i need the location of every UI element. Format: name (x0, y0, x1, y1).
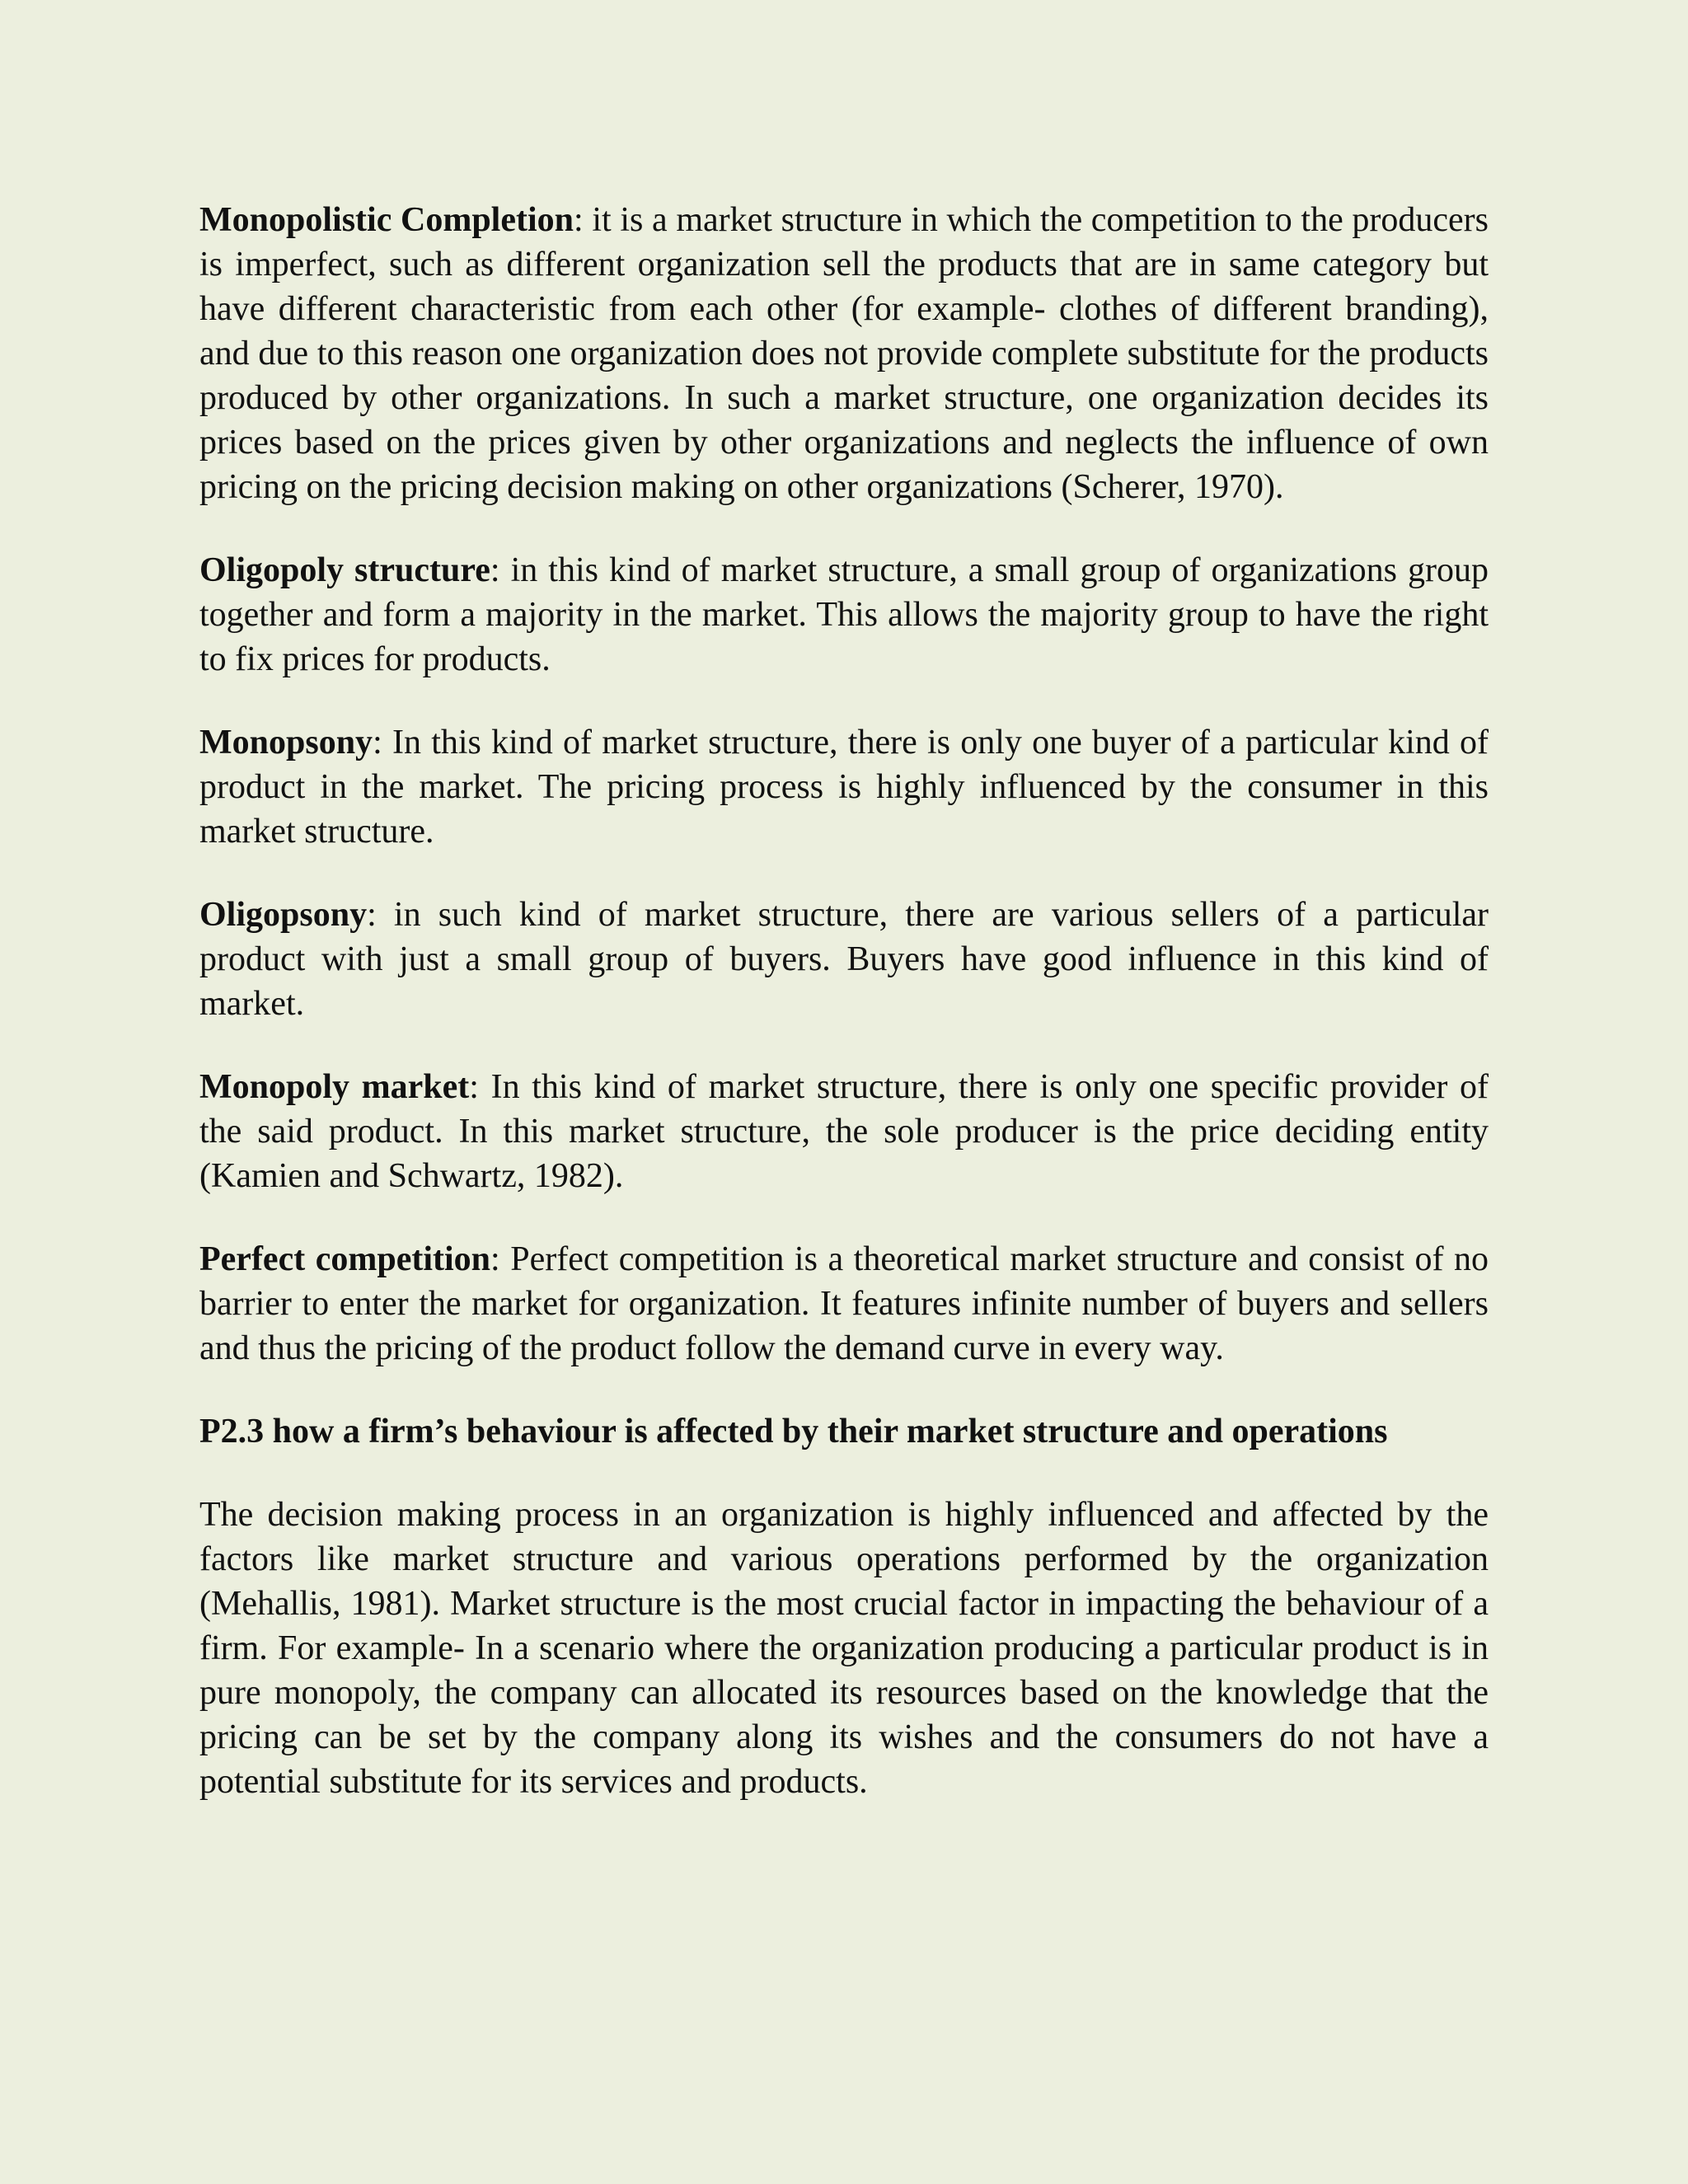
definition-monopolistic-competition: : it is a market structure in which the competition to the producers is imperfect, such as different organization sell the products that are in same category but have different characteristic from each other (for example- clothes of different branding), and due to this reason one organization does not provide complete substitute for the products produced by other organizations. In such a market structure, one organization decides its prices based on the prices given by other organizations and neglects the influence of own pricing on the pricing decision making on other organizations (Scherer, 1970). (199, 201, 1489, 506)
paragraph-oligopoly (199, 548, 1489, 682)
definition-monopsony: : In this kind of market structure, there is only one buyer of a particular kind of product in the market. The pricing process is highly influenced by the consumer in this market structure. (199, 724, 1489, 851)
paragraph-monopoly (199, 1065, 1489, 1198)
paragraph-oligopsony (199, 893, 1489, 1026)
section-heading: P2.3 how a firm’s behaviour is affected by their market structure and operations (199, 1413, 1388, 1451)
definition-oligopoly: : in this kind of market structure, a small group of organizations group together and form a majority in the market. This allows the majority group to have the right to fix prices for products. (199, 551, 1489, 678)
document-page (199, 198, 1489, 1843)
term-perfect-competition: Perfect competition (199, 1240, 491, 1278)
section-body: The decision making process in an organization is highly influenced and affected by the factors like market structure and various operations performed by the organization (Mehallis, 1981). Market structure is the most crucial factor in impacting the behaviour of a firm. For example- In a scenario where the organization producing a particular product is in pure monopoly, the company can allocated its resources based on the knowledge that the pricing can be set by the company along its wishes and the consumers do not have a potential substitute for its services and products. (199, 1496, 1489, 1801)
definition-monopoly: : In this kind of market structure, there is only one specific provider of the said product. In this market structure, the sole producer is the price deciding entity (Kamien and Schwartz, 1982). (199, 1068, 1489, 1195)
term-oligopoly: Oligopoly structure (199, 551, 490, 589)
term-monopoly: Monopoly market (199, 1068, 470, 1106)
term-monopsony: Monopsony (199, 724, 373, 762)
definition-perfect-competition: : Perfect competition is a theoretical market structure and consist of no barrier to enter the market for organization. It features infinite number of buyers and sellers and thus the pricing of the product follow the demand curve in every way. (199, 1240, 1489, 1367)
term-monopolistic-competition: Monopolistic Completion (199, 201, 574, 239)
term-oligopsony: Oligopsony (199, 896, 368, 934)
definition-oligopsony: : in such kind of market structure, there are various sellers of a particular product with just a small group of buyers. Buyers have good influence in this kind of market. (199, 896, 1489, 1023)
paragraph-monopolistic-competition (199, 198, 1489, 509)
paragraph-monopsony (199, 720, 1489, 854)
paragraph-perfect-competition (199, 1237, 1489, 1371)
